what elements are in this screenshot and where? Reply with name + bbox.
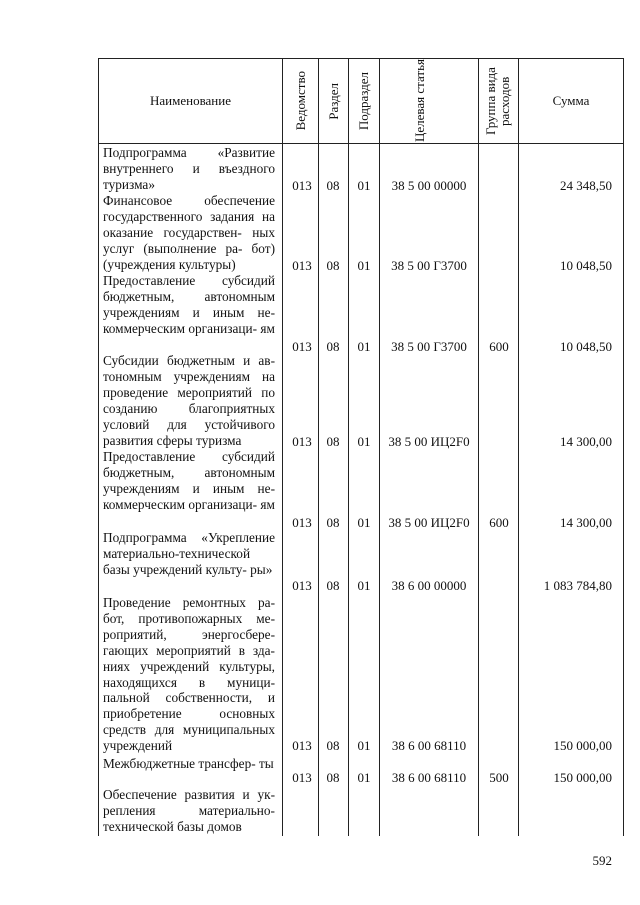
table-border-right [623,58,624,836]
header-divider [98,143,623,144]
row-celevaya: 38 6 00 68110 [391,738,467,753]
row-podrazdel: 01 [357,578,371,593]
row-razdel: 08 [326,258,340,273]
row-razdel: 08 [326,515,340,530]
row-razdel: 08 [326,578,340,593]
row-name: Подпрограмма «Развитие внутреннего и въездного туризма» [103,145,275,192]
row-celevaya: 38 5 00 00000 [391,178,467,193]
row-celevaya: 38 5 00 Г3700 [391,258,467,273]
column-divider [282,58,283,836]
row-name: Предоставление субсидий бюджетным, автономным учреждениям и иным не- коммерческим организаци- ям [103,273,275,336]
header-name: Наименование [150,93,231,108]
row-podrazdel: 01 [357,258,371,273]
page-number: 592 [592,853,612,868]
row-summa: 150 000,00 [553,770,612,785]
row-name: Предоставление субсидий бюджетным, автономным учреждениям и иным не- коммерческим организаци- ям [103,449,275,512]
row-vedomstvo: 013 [292,770,312,785]
header-razdel: Раздел [325,82,341,120]
row-vedomstvo: 013 [292,738,312,753]
header-celevaya: Целевая статья [412,59,427,143]
header-gruppa: Группа вида расходов [482,67,512,135]
row-vedomstvo: 013 [292,178,312,193]
row-name: Подпрограмма «Укрепление материально-технической базы учреждений культу- ры» [103,530,275,577]
row-summa: 150 000,00 [553,738,612,753]
header-vedomstvo: Ведомство [292,71,308,131]
row-name: Проведение ремонтных ра- бот, противопожарных ме- роприятий, энергосбере- гающих мероприятий в зда- ниях учреждений культуры, находящихся в муници- пальной собственности, и приобретение основных средств для муниципальных учреждений [103,595,275,754]
row-podrazdel: 01 [357,434,371,449]
row-podrazdel: 01 [357,738,371,753]
row-razdel: 08 [326,770,340,785]
row-celevaya: 38 5 00 ИЦ2F0 [388,515,470,530]
row-celevaya: 38 5 00 Г3700 [391,339,467,354]
column-divider [348,58,349,836]
row-gruppa: 600 [489,339,509,354]
row-gruppa: 600 [489,515,509,530]
row-name: Финансовое обеспечение государственного задания на оказание государствен- ных услуг (выполнение ра- бот) (учреждения культуры) [103,193,275,272]
row-vedomstvo: 013 [292,339,312,354]
row-podrazdel: 01 [357,770,371,785]
header-podrazdel: Подраздел [356,71,371,131]
row-vedomstvo: 013 [292,258,312,273]
row-name: Обеспечение развития и ук- репления материально- технической базы домов [103,787,275,834]
row-summa: 1 083 784,80 [543,578,612,593]
row-summa: 10 048,50 [560,258,612,273]
row-razdel: 08 [326,339,340,354]
header-summa: Сумма [552,93,590,108]
row-podrazdel: 01 [357,339,371,354]
row-podrazdel: 01 [357,515,371,530]
row-summa: 24 348,50 [560,178,612,193]
column-divider [518,58,519,836]
row-celevaya: 38 6 00 68110 [391,770,467,785]
row-summa: 14 300,00 [560,515,612,530]
table-border-left [98,58,99,836]
row-name: Межбюджетные трансфер- ты [103,756,274,771]
row-vedomstvo: 013 [292,515,312,530]
row-summa: 10 048,50 [560,339,612,354]
row-razdel: 08 [326,738,340,753]
row-summa: 14 300,00 [560,434,612,449]
column-divider [379,58,380,836]
row-celevaya: 38 6 00 00000 [391,578,467,593]
row-name: Субсидии бюджетным и ав- тономным учреждениям на проведение мероприятий по созданию благоприятных условий для устойчивого развития сферы туризма [103,353,275,448]
row-podrazdel: 01 [357,178,371,193]
column-divider [478,58,479,836]
row-gruppa: 500 [489,770,509,785]
row-vedomstvo: 013 [292,434,312,449]
row-vedomstvo: 013 [292,578,312,593]
row-celevaya: 38 5 00 ИЦ2F0 [388,434,470,449]
row-razdel: 08 [326,434,340,449]
row-razdel: 08 [326,178,340,193]
